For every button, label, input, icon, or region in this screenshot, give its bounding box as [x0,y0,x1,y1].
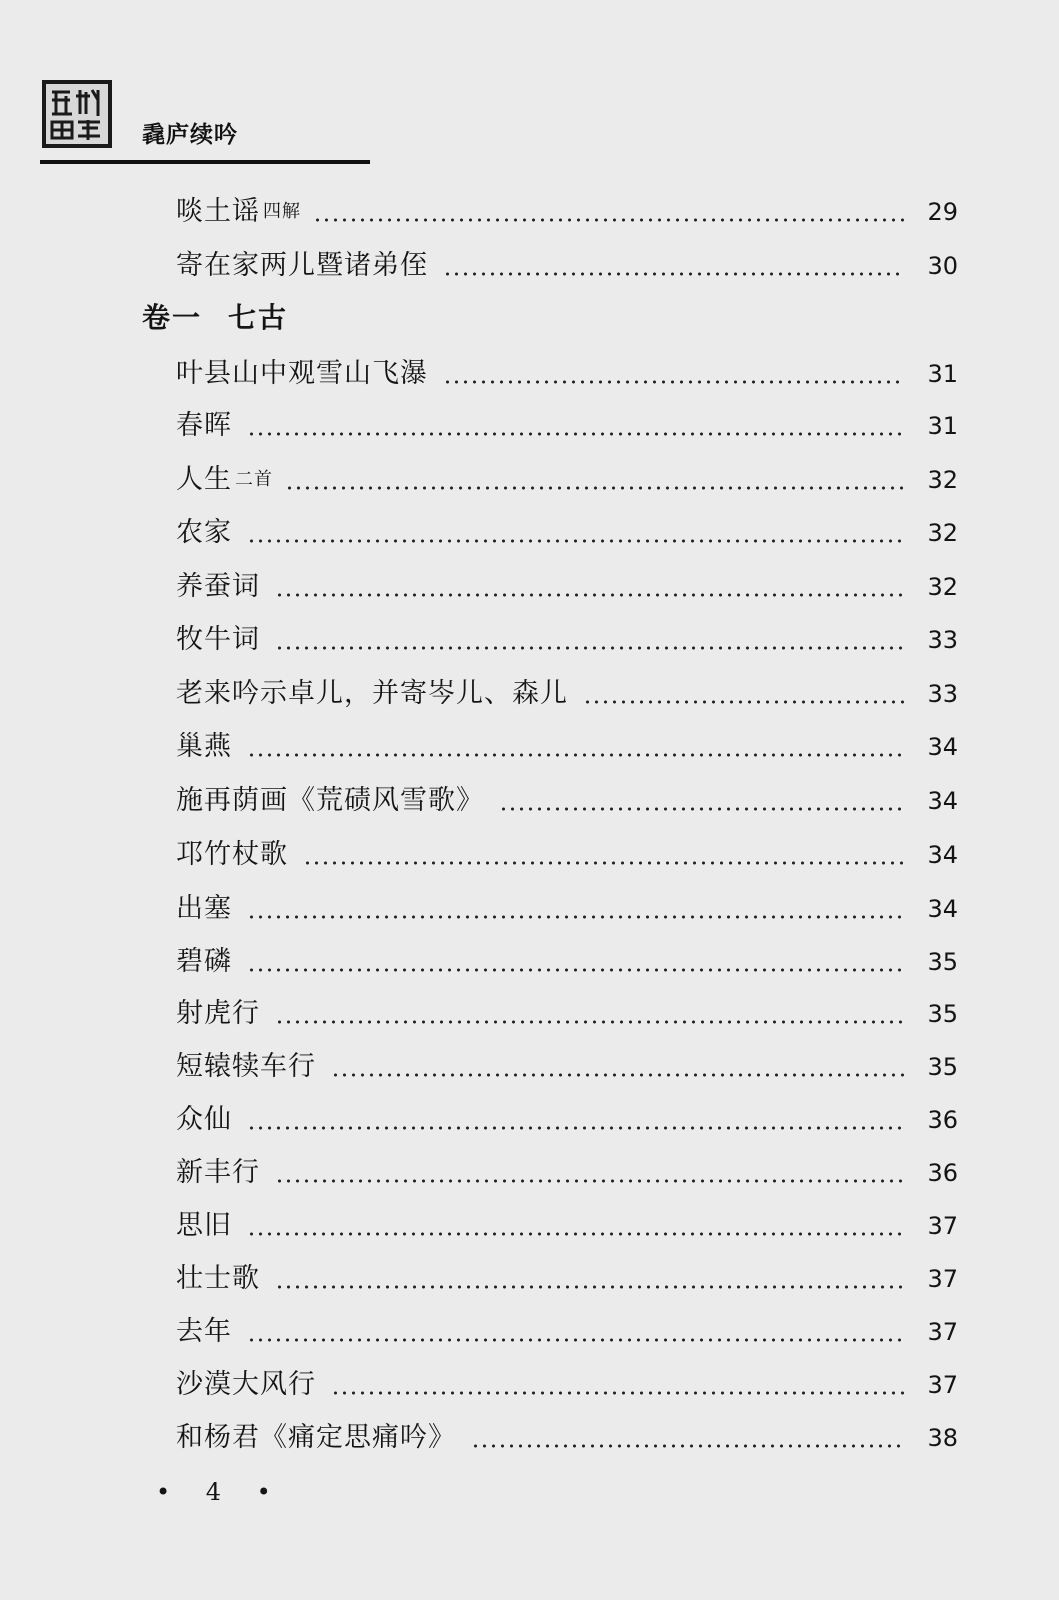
entry-page-number: 32 [927,519,958,547]
toc-entry[interactable] [176,460,958,500]
entry-page-number: 38 [927,1424,958,1452]
section-heading [142,296,288,336]
toc-entry[interactable] [176,246,958,286]
dot-leader [247,432,904,436]
toc-entry[interactable] [176,835,958,875]
entry-title: 众仙 [176,1104,232,1135]
dot-leader [471,1444,904,1448]
toc-entry[interactable] [176,727,958,767]
entry-page-number: 37 [927,1371,958,1399]
dot-leader [275,593,904,597]
dot-leader [247,968,904,972]
entry-title: 春晖 [176,410,232,441]
dot-leader [247,915,904,919]
dot-leader [583,700,904,704]
toc-entry[interactable] [176,1259,958,1299]
dot-leader [247,753,904,757]
entry-title: 短辕犊车行 [176,1051,316,1082]
dot-leader [275,1285,904,1289]
entry-page-number: 31 [927,360,958,388]
entry-title: 巢燕 [176,731,232,762]
entry-page-number: 37 [927,1318,958,1346]
dot-leader [285,486,904,490]
entry-title: 壮士歌 [176,1263,260,1294]
entry-page-number: 36 [927,1106,958,1134]
section-genre: 七古 [228,301,289,334]
toc-entry[interactable] [176,1153,958,1193]
dot-leader [331,1073,904,1077]
entry-page-number: 31 [927,412,958,440]
toc-entry[interactable] [176,889,958,929]
entry-title: 寄在家两儿暨诸弟侄 [176,250,428,281]
dot-leader [313,218,904,222]
toc-entry[interactable] [176,1047,958,1087]
entry-title: 思旧 [176,1210,232,1241]
entry-page-number: 33 [927,680,958,708]
entry-page-number: 35 [927,948,958,976]
dot-leader [247,539,904,543]
toc-entry[interactable] [176,620,958,660]
entry-title: 去年 [176,1316,232,1347]
toc-entry[interactable] [176,942,958,982]
section-volume: 卷一 [142,301,203,334]
toc-entry[interactable] [176,781,958,821]
dot-leader [303,861,904,865]
entry-title: 射虎行 [176,998,260,1029]
toc-entry[interactable] [176,513,958,553]
entry-title: 农家 [176,517,232,548]
running-title: 毳庐续吟 [142,122,238,148]
entry-title: 老来吟示卓儿，并寄岑儿、森儿 [176,678,568,709]
dot-leader [275,646,904,650]
dot-leader [275,1020,904,1024]
entry-title: 出塞 [176,893,232,924]
entry-page-number: 37 [927,1265,958,1293]
entry-page-number: 34 [927,841,958,869]
entry-page-number: 34 [927,733,958,761]
entry-title: 沙漠大风行 [176,1369,316,1400]
entry-page-number: 34 [927,787,958,815]
entry-page-number: 34 [927,895,958,923]
dot-leader [275,1179,904,1183]
toc-entry[interactable] [176,1365,958,1405]
toc-entry[interactable] [176,192,958,232]
toc-entry[interactable] [176,994,958,1034]
dot-leader [331,1391,904,1395]
entry-title: 啖土谣 [176,196,260,227]
dot-leader [247,1126,904,1130]
entry-title: 新丰行 [176,1157,260,1188]
entry-page-number: 32 [927,573,958,601]
toc-entry[interactable] [176,674,958,714]
entry-page-number: 36 [927,1159,958,1187]
toc-entry[interactable] [176,1312,958,1352]
dot-leader [247,1338,904,1342]
entry-page-number: 32 [927,466,958,494]
toc-entry[interactable] [176,354,958,394]
toc-entry[interactable] [176,1418,958,1458]
dot-leader [443,380,904,384]
entry-title: 牧牛词 [176,624,260,655]
entry-page-number: 30 [927,252,958,280]
page-number: • 4 • [156,1478,285,1506]
entry-title: 和杨君《痛定思痛吟》 [176,1422,456,1453]
entry-title: 施再荫画《荒碛风雪歌》 [176,785,484,816]
toc-entry[interactable] [176,406,958,446]
dot-leader [247,1232,904,1236]
entry-title: 人生 [176,464,232,495]
entry-page-number: 33 [927,626,958,654]
entry-title: 碧磷 [176,946,232,977]
entry-title: 叶县山中观雪山飞瀑 [176,358,428,389]
toc-entry[interactable] [176,1206,958,1246]
entry-page-number: 35 [927,1000,958,1028]
entry-title: 邛竹杖歌 [176,839,288,870]
dot-leader [499,807,904,811]
entry-title: 养蚕词 [176,571,260,602]
entry-page-number: 29 [927,198,958,226]
entry-note: 二首 [235,469,273,490]
entry-note: 四解 [263,201,301,222]
entry-page-number: 35 [927,1053,958,1081]
toc-entry[interactable] [176,567,958,607]
dot-leader [443,272,904,276]
entry-page-number: 37 [927,1212,958,1240]
toc-entry[interactable] [176,1100,958,1140]
